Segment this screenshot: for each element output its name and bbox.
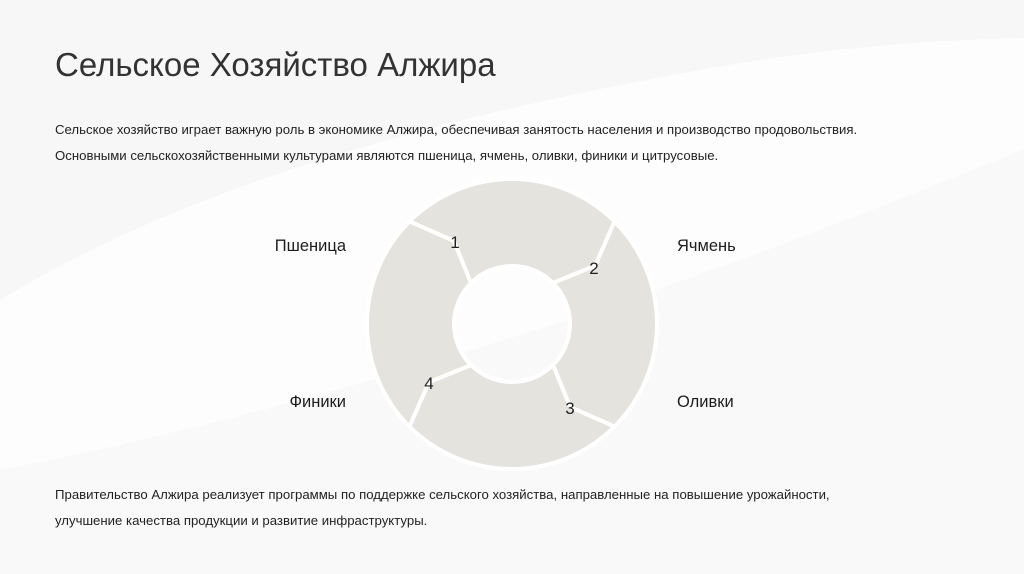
segment-number-3: 3 <box>565 399 575 418</box>
label-dates: Финики <box>289 393 346 411</box>
segment-number-4: 4 <box>424 374 434 393</box>
intro-line-1: Сельское хозяйство играет важную роль в экономике Алжира, обеспечивая занятость населения и производство продовольствия. <box>55 122 858 137</box>
slide-title: Сельское Хозяйство Алжира <box>55 46 496 83</box>
label-barley: Ячмень <box>677 237 736 255</box>
label-wheat: Пшеница <box>274 237 346 255</box>
segment-number-2: 2 <box>589 259 599 278</box>
outro-line-2: улучшение качества продукции и развитие инфраструктуры. <box>55 513 428 528</box>
outro-paragraph <box>55 482 830 534</box>
cycle-segments <box>367 179 657 469</box>
label-olives: Оливки <box>677 393 734 411</box>
intro-line-2: Основными сельскохозяйственными культурами являются пшеница, ячмень, оливки, финики и цитрусовые. <box>55 148 719 163</box>
outro-line-1: Правительство Алжира реализует программы по поддержке сельского хозяйства, направленные на повышение урожайности, <box>55 487 830 502</box>
segment-number-1: 1 <box>450 233 460 252</box>
